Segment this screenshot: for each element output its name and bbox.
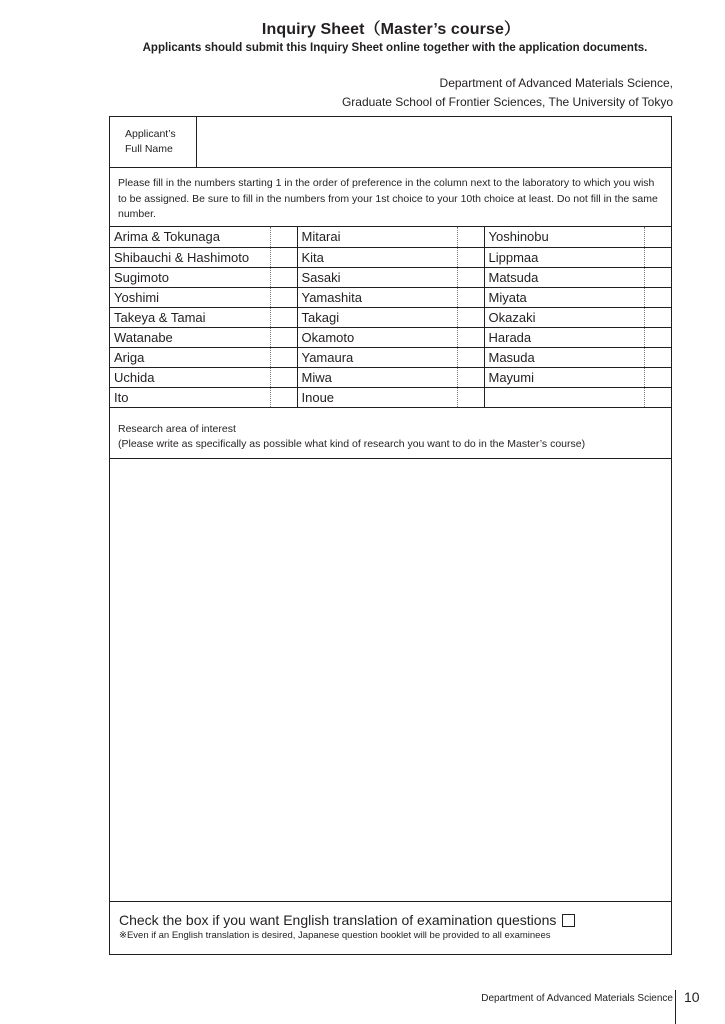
- preference-number-box[interactable]: [457, 327, 484, 347]
- preference-number-box[interactable]: [457, 267, 484, 287]
- preference-number-box[interactable]: [457, 307, 484, 327]
- preference-number-box[interactable]: [270, 347, 297, 367]
- research-area-header: [110, 417, 671, 459]
- preference-number-box[interactable]: [457, 347, 484, 367]
- lab-row: [110, 247, 671, 267]
- lab-name: Okazaki: [484, 307, 644, 327]
- lab-name: Uchida: [110, 367, 270, 387]
- lab-row: [110, 287, 671, 307]
- lab-name: Ariga: [110, 347, 270, 367]
- lab-name: Yamaura: [297, 347, 457, 367]
- preference-number-box[interactable]: [644, 367, 671, 387]
- preference-number-box[interactable]: [644, 227, 671, 247]
- department-line-1: Department of Advanced Materials Science,: [439, 76, 673, 90]
- applicant-name-label: [110, 117, 197, 167]
- translation-note: ※Even if an English translation is desired, Japanese question booklet will be provided to all examinees: [119, 930, 551, 941]
- footer-divider: [675, 990, 676, 1024]
- lab-row: [110, 267, 671, 287]
- preference-number-box[interactable]: [644, 247, 671, 267]
- lab-name: [484, 387, 644, 407]
- preference-number-box[interactable]: [270, 367, 297, 387]
- preference-number-box[interactable]: [270, 387, 297, 407]
- lab-row: [110, 327, 671, 347]
- lab-name: Harada: [484, 327, 644, 347]
- preference-number-box[interactable]: [270, 287, 297, 307]
- lab-name: Masuda: [484, 347, 644, 367]
- translation-line: [119, 912, 671, 928]
- lab-name: Takagi: [297, 307, 457, 327]
- preference-number-box[interactable]: [270, 227, 297, 247]
- lab-name: Shibauchi & Hashimoto: [110, 247, 270, 267]
- translation-label: Check the box if you want English translation of examination questions: [119, 912, 557, 928]
- lab-name: Watanabe: [110, 327, 270, 347]
- lab-row: [110, 227, 671, 247]
- lab-name: Miyata: [484, 287, 644, 307]
- preference-number-box[interactable]: [270, 267, 297, 287]
- research-area-field[interactable]: [110, 459, 671, 902]
- preference-instructions: Please fill in the numbers starting 1 in the order of preference in the column next to the laboratory to which you wish to be assigned. Be sure to fill in the numbers from your 1st choice to your 10th choice at least. Do not fill in the same number.: [110, 168, 671, 227]
- lab-name: Takeya & Tamai: [110, 307, 270, 327]
- lab-row: [110, 367, 671, 387]
- translation-checkbox[interactable]: [562, 914, 575, 927]
- preference-number-box[interactable]: [270, 247, 297, 267]
- department-line-2: Graduate School of Frontier Sciences, The University of Tokyo: [341, 95, 673, 109]
- lab-name: Sasaki: [297, 267, 457, 287]
- lab-name: Inoue: [297, 387, 457, 407]
- translation-section: [110, 902, 671, 954]
- applicant-name-field[interactable]: [198, 117, 671, 167]
- lab-name: Mitarai: [297, 227, 457, 247]
- preference-number-box[interactable]: [644, 267, 671, 287]
- lab-name: Matsuda: [484, 267, 644, 287]
- page-number: 10: [684, 989, 700, 1005]
- preference-number-box[interactable]: [644, 347, 671, 367]
- research-area-hint: (Please write as specifically as possible what kind of research you want to do in the Master’s course): [118, 438, 586, 450]
- lab-name: Sugimoto: [110, 267, 270, 287]
- preference-number-box[interactable]: [644, 387, 671, 407]
- department-block: [342, 74, 673, 112]
- lab-name: Yamashita: [297, 287, 457, 307]
- footer-department: Department of Advanced Materials Science: [481, 993, 673, 1004]
- lab-name: Lippmaa: [484, 247, 644, 267]
- applicant-label-line-2: Full Name: [125, 143, 173, 155]
- preference-number-box[interactable]: [644, 287, 671, 307]
- page-title: Inquiry Sheet（Master’s course）: [261, 21, 521, 38]
- preference-number-box[interactable]: [457, 247, 484, 267]
- page-subtitle: Applicants should submit this Inquiry Sheet online together with the application documents.: [142, 42, 648, 54]
- preference-number-box[interactable]: [457, 367, 484, 387]
- laboratory-preference-table: [110, 227, 671, 408]
- lab-name: Miwa: [297, 367, 457, 387]
- applicant-name-row: [110, 117, 671, 168]
- preference-number-box[interactable]: [644, 307, 671, 327]
- preference-number-box[interactable]: [270, 307, 297, 327]
- preference-number-box[interactable]: [457, 227, 484, 247]
- lab-row: [110, 307, 671, 327]
- lab-name: Ito: [110, 387, 270, 407]
- lab-name: Mayumi: [484, 367, 644, 387]
- lab-row: [110, 387, 671, 407]
- applicant-label-line-1: Applicant’s: [125, 128, 176, 140]
- preference-number-box[interactable]: [644, 327, 671, 347]
- lab-name: Arima & Tokunaga: [110, 227, 270, 247]
- preference-number-box[interactable]: [457, 287, 484, 307]
- lab-name: Yoshimi: [110, 287, 270, 307]
- preference-number-box[interactable]: [457, 387, 484, 407]
- lab-name: Yoshinobu: [484, 227, 644, 247]
- lab-row: [110, 347, 671, 367]
- lab-name: Okamoto: [297, 327, 457, 347]
- inquiry-form: [109, 116, 672, 955]
- preference-number-box[interactable]: [270, 327, 297, 347]
- lab-name: Kita: [297, 247, 457, 267]
- research-area-label: Research area of interest: [118, 423, 236, 435]
